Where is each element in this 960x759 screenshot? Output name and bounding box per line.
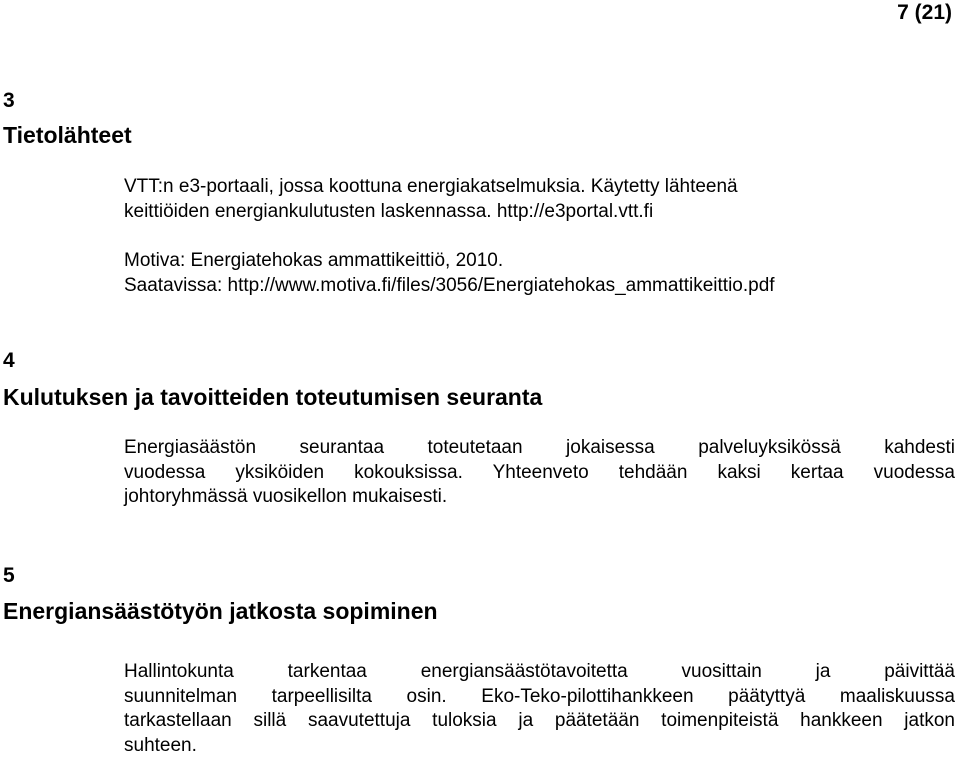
section-5-paragraph-line-1: Hallintokunta tarkentaa energiansäästötavoitetta vuosittain ja päivittää: [124, 661, 955, 682]
section-5-paragraph: [124, 660, 955, 758]
section-4-number: 4: [3, 349, 15, 372]
section-5-paragraph-line-2: suunnitelman tarpeellisilta osin. Eko-Teko-pilottihankkeen päätyttyä maaliskuussa: [124, 685, 955, 707]
section-4-title: Kulutuksen ja tavoitteiden toteutumisen seuranta: [3, 384, 543, 410]
section-3-number: 3: [3, 89, 15, 112]
section-4-paragraph-line-2: vuodessa yksiköiden kokouksissa. Yhteenveto tehdään kaksi kertaa vuodessa: [124, 461, 955, 483]
reference-motiva-line-1: Motiva: Energiatehokas ammattikeittiö, 2010.: [124, 250, 504, 271]
section-4-paragraph-line-3: johtoryhmässä vuosikellon mukaisesti.: [124, 486, 448, 507]
section-5-paragraph-line-3: tarkastellaan sillä saavutettuja tuloksia ja päätetään toimenpiteistä hankkeen jatkon: [124, 710, 955, 731]
section-5-number: 5: [3, 564, 15, 587]
section-4-paragraph-line-1: Energiasäästön seurantaa toteutetaan jokaisessa palveluyksikössä kahdesti: [124, 437, 955, 458]
section-3-title: Tietolähteet: [3, 122, 132, 148]
reference-vtt-line-1: VTT:n e3-portaali, jossa koottuna energiakatselmuksia. Käytetty lähteenä: [124, 176, 738, 197]
reference-vtt-line-2: keittiöiden energiankulutusten laskennassa. http://e3portal.vtt.fi: [124, 200, 654, 222]
section-5-title: Energiansäästötyön jatkosta sopiminen: [3, 598, 438, 624]
reference-motiva-line-2: Saatavissa: http://www.motiva.fi/files/3056/Energiatehokas_ammattikeittio.pdf: [124, 274, 775, 296]
page-number: 7 (21): [897, 1, 952, 24]
section-5-paragraph-line-4: suhteen.: [124, 734, 197, 756]
section-4-paragraph: [124, 436, 955, 510]
reference-motiva: [124, 249, 955, 298]
reference-vtt: [124, 175, 955, 224]
